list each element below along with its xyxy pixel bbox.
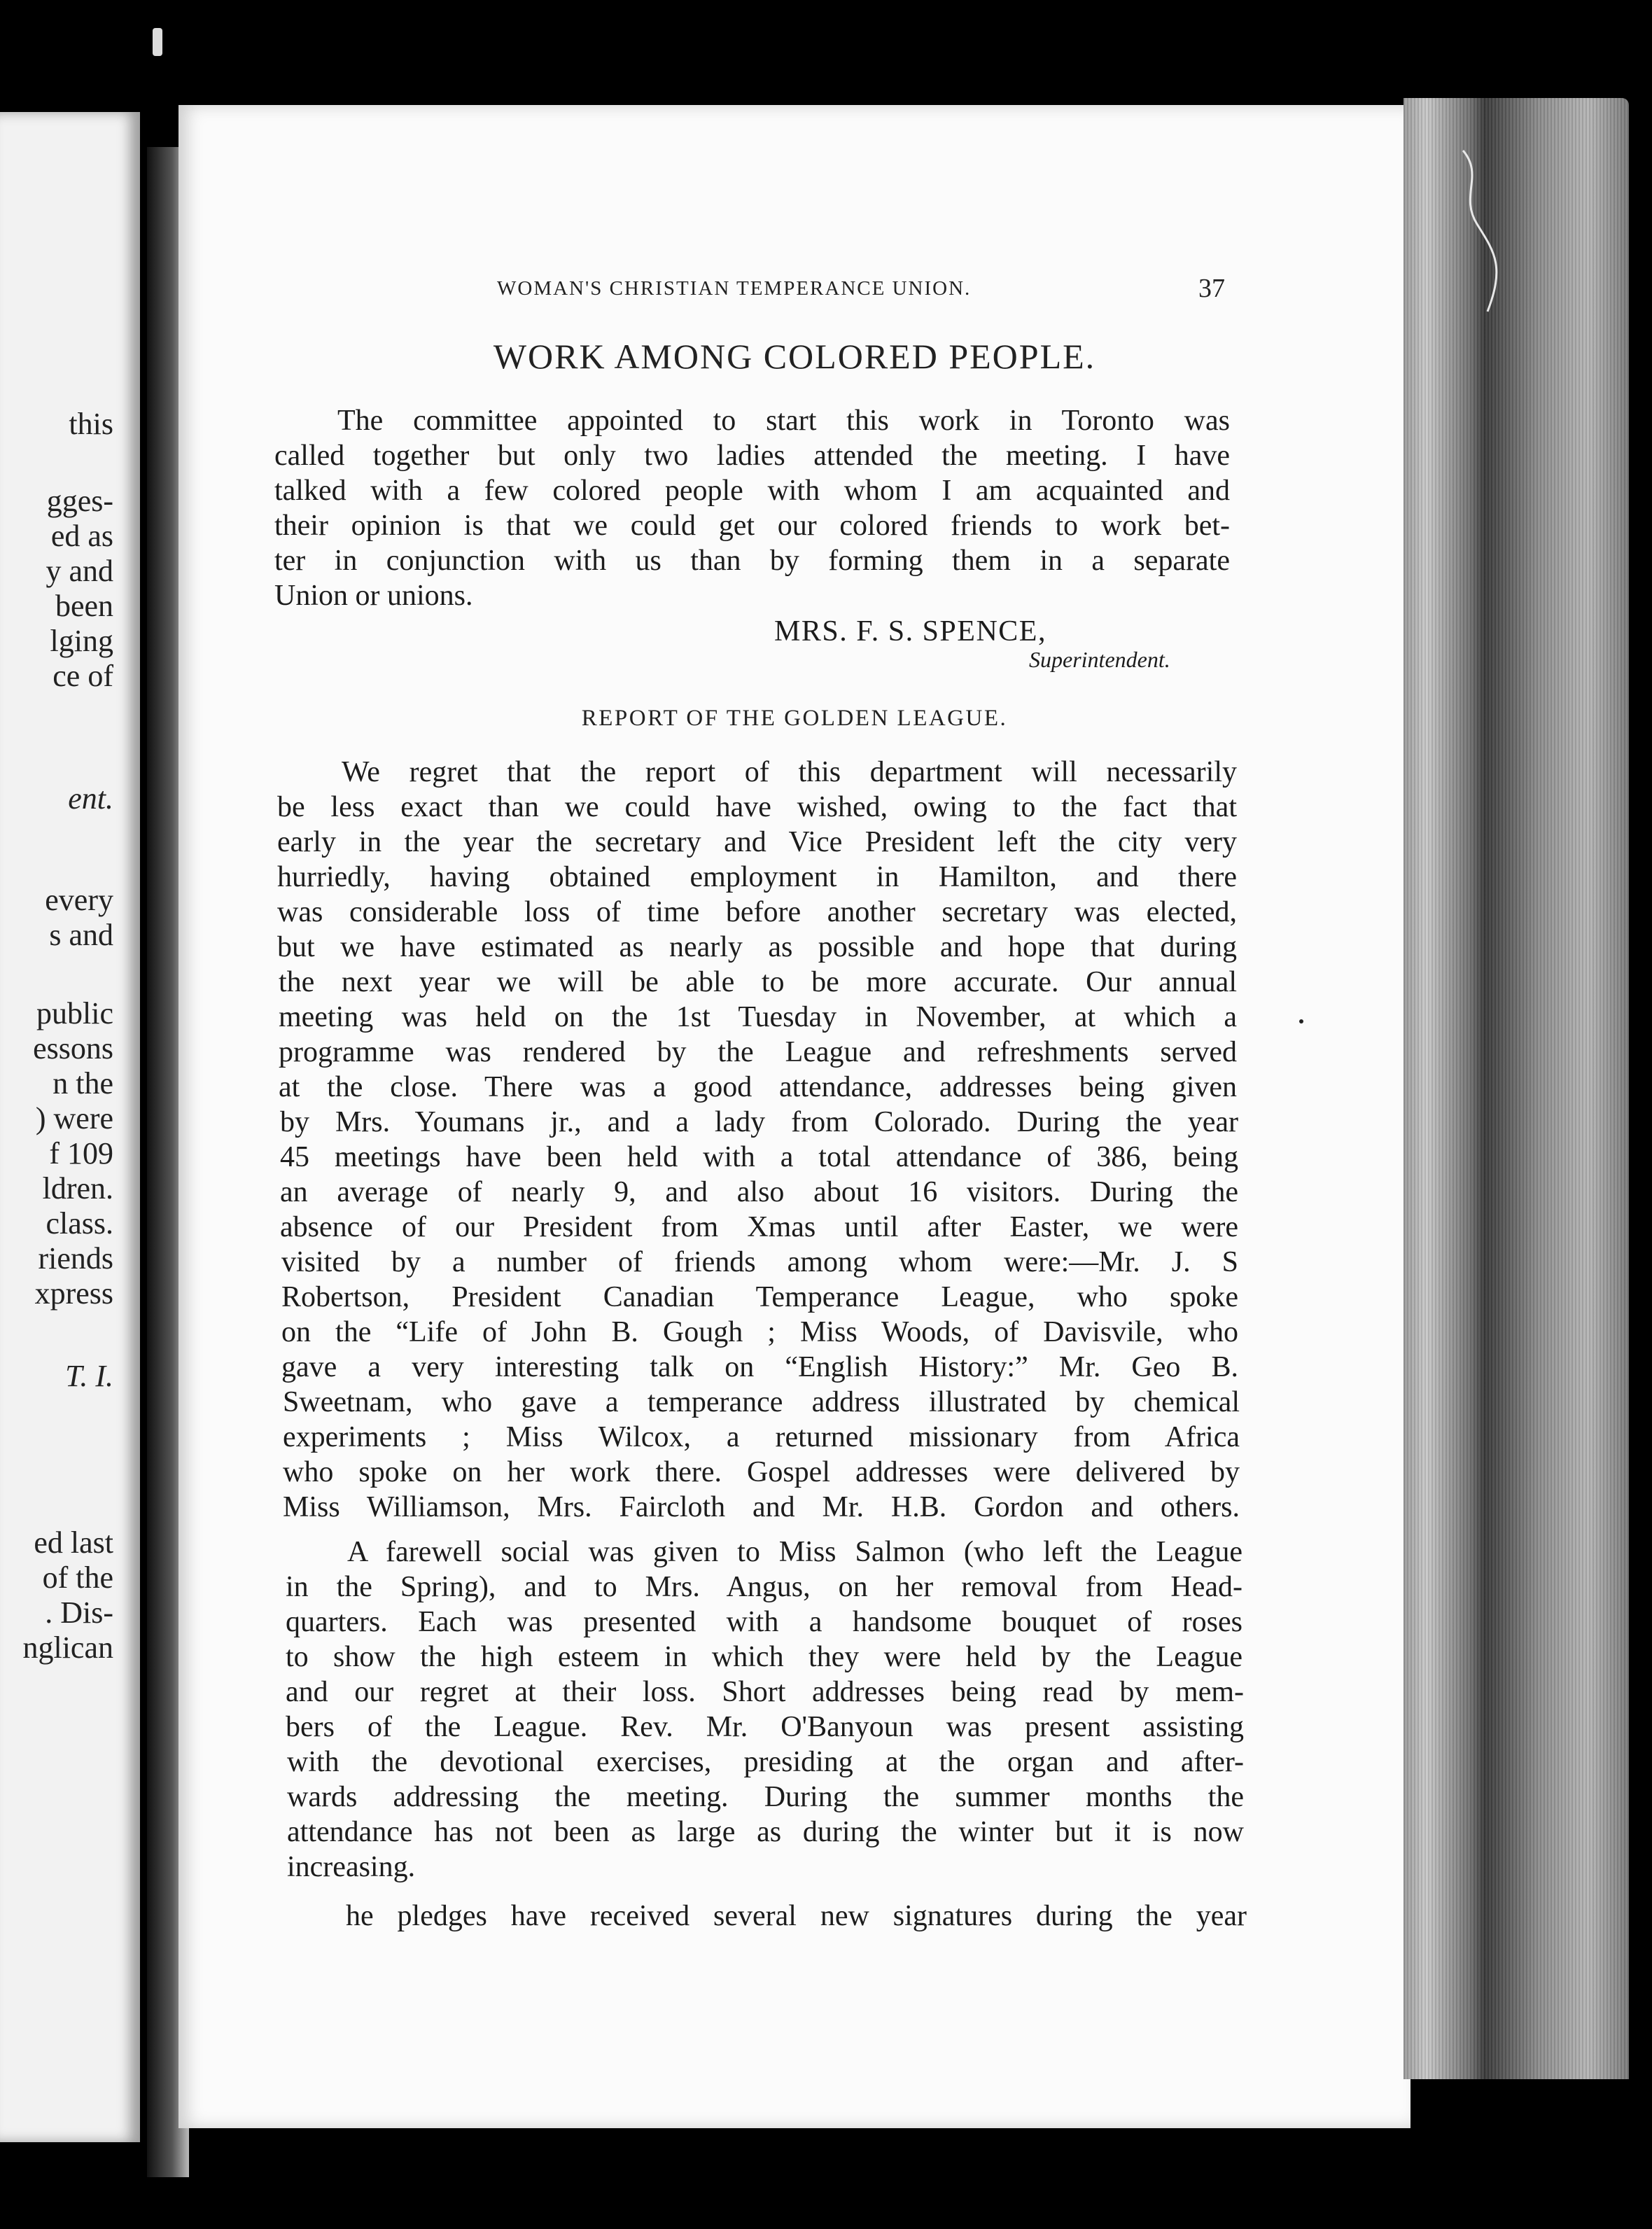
left-page-fragment: xpress: [34, 1276, 113, 1311]
left-page-fragment: lging: [50, 624, 113, 658]
left-page-fragment: ed last: [34, 1525, 113, 1560]
left-page-fragment: ldren.: [42, 1171, 113, 1206]
left-page-fragment: f 109: [49, 1136, 113, 1171]
left-page-fragment: public: [36, 996, 113, 1030]
paragraph-line: who spoke on her work there. Gospel addresses were delivered by: [283, 1456, 1240, 1488]
paragraph-line: the next year we will be able to be more accurate. Our annual: [279, 966, 1237, 998]
left-page-fragment: riends: [38, 1241, 113, 1276]
paragraph-line: hurriedly, having obtained employment in Hamilton, and there: [277, 861, 1237, 893]
left-page-fragment: gges-: [46, 484, 113, 518]
left-page-fragment: every: [45, 883, 113, 917]
running-head: WOMAN'S CHRISTIAN TEMPERANCE UNION.: [497, 277, 972, 300]
left-facing-page: [0, 112, 140, 2142]
paragraph-line: increasing.: [287, 1851, 416, 1883]
paragraph-line: Miss Williamson, Mrs. Faircloth and Mr. H.B. Gordon and others.: [283, 1491, 1240, 1523]
paragraph-line: with the devotional exercises, presiding at the organ and after-: [287, 1746, 1244, 1778]
paragraph-line: meeting was held on the 1st Tuesday in November, at which a: [279, 1001, 1237, 1033]
signature-title: Superintendent.: [1029, 647, 1170, 672]
paragraph-line: at the close. There was a good attendance, addresses being given: [279, 1071, 1237, 1103]
paragraph-line: but we have estimated as nearly as possible and hope that during: [277, 931, 1237, 963]
left-page-fragment: s and: [49, 918, 113, 952]
paragraph-line: bers of the League. Rev. Mr. O'Banyoun was present assisting: [286, 1711, 1244, 1743]
section-heading: WORK AMONG COLORED PEOPLE.: [493, 337, 1096, 376]
left-page-fragment: n the: [52, 1066, 113, 1100]
paragraph-line: to show the high esteem in which they were held by the League: [286, 1641, 1242, 1673]
paragraph-line: early in the year the secretary and Vice President left the city very: [277, 826, 1237, 858]
page-block-edge: [1404, 98, 1629, 2079]
paragraph-line: attendance has not been as large as during the winter but it is now: [287, 1816, 1244, 1848]
paragraph-line: their opinion is that we could get our colored friends to work bet-: [274, 510, 1230, 542]
left-page-fragment: essons: [33, 1031, 113, 1065]
paragraph-line: visited by a number of friends among whom were:—Mr. J. S: [281, 1246, 1238, 1278]
paragraph-line: in the Spring), and to Mrs. Angus, on her removal from Head-: [286, 1571, 1242, 1603]
left-page-fragment: ) were: [35, 1101, 113, 1136]
paragraph-line: Robertson, President Canadian Temperance League, who spoke: [281, 1281, 1238, 1313]
paragraph-line: be less exact than we could have wished, owing to the fact that: [277, 791, 1237, 823]
signature-name: MRS. F. S. SPENCE,: [774, 615, 1046, 648]
scan-speck: [153, 28, 162, 56]
paragraph-line: called together but only two ladies attended the meeting. I have: [274, 440, 1230, 472]
paragraph-line: We regret that the report of this department will necessarily: [342, 756, 1237, 788]
paragraph-line: 45 meetings have been held with a total attendance of 386, being: [280, 1141, 1238, 1173]
paragraph-line: on the “Life of John B. Gough ; Miss Woods, of Davisvile, who: [281, 1316, 1238, 1348]
page-number: 37: [1198, 274, 1225, 303]
left-page-fragment: ce of: [52, 659, 113, 693]
paragraph-line: ter in conjunction with us than by forming them in a separate: [274, 545, 1230, 577]
paragraph-line: wards addressing the meeting. During the summer months the: [287, 1781, 1244, 1813]
paragraph-line: experiments ; Miss Wilcox, a returned missionary from Africa: [283, 1421, 1240, 1453]
left-page-fragment: this: [69, 407, 113, 441]
paragraph-line: Sweetnam, who gave a temperance address illustrated by chemical: [283, 1386, 1240, 1418]
left-page-fragment: ent.: [68, 781, 113, 816]
paragraph-line: talked with a few colored people with whom I am acquainted and: [274, 475, 1230, 507]
left-page-fragment: . Dis-: [45, 1595, 113, 1630]
paragraph-line: gave a very interesting talk on “English History:” Mr. Geo B.: [281, 1351, 1238, 1383]
paragraph-line: and our regret at their loss. Short addresses being read by mem-: [286, 1676, 1244, 1708]
paragraph-line: quarters. Each was presented with a handsome bouquet of roses: [286, 1606, 1242, 1638]
paragraph-line: programme was rendered by the League and refreshments served: [279, 1036, 1237, 1068]
scan-speck: [1299, 1019, 1303, 1023]
paragraph-line: by Mrs. Youmans jr., and a lady from Colorado. During the year: [280, 1106, 1238, 1138]
paragraph-line: was considerable loss of time before another secretary was elected,: [277, 896, 1237, 928]
left-page-fragment: y and: [46, 554, 113, 588]
left-page-fragment: T. I.: [65, 1359, 113, 1393]
left-page-fragment: nglican: [22, 1630, 113, 1665]
paragraph-line: he pledges have received several new signatures during the year: [346, 1900, 1247, 1932]
left-page-fragment: ed as: [50, 519, 113, 553]
paragraph-line: an average of nearly 9, and also about 16 visitors. During the: [280, 1176, 1238, 1208]
left-page-fragment: of the: [42, 1560, 113, 1595]
paragraph-line: A farewell social was given to Miss Salmon (who left the League: [347, 1536, 1242, 1568]
paragraph-line: The committee appointed to start this work in Toronto was: [337, 405, 1230, 437]
paragraph-line: Union or unions.: [274, 580, 473, 612]
section-heading: REPORT OF THE GOLDEN LEAGUE.: [581, 706, 1008, 731]
left-page-fragment: been: [55, 589, 113, 623]
loose-thread: [1456, 147, 1512, 315]
left-page-fragment: class.: [46, 1206, 113, 1241]
paragraph-line: absence of our President from Xmas until after Easter, we were: [280, 1211, 1238, 1243]
